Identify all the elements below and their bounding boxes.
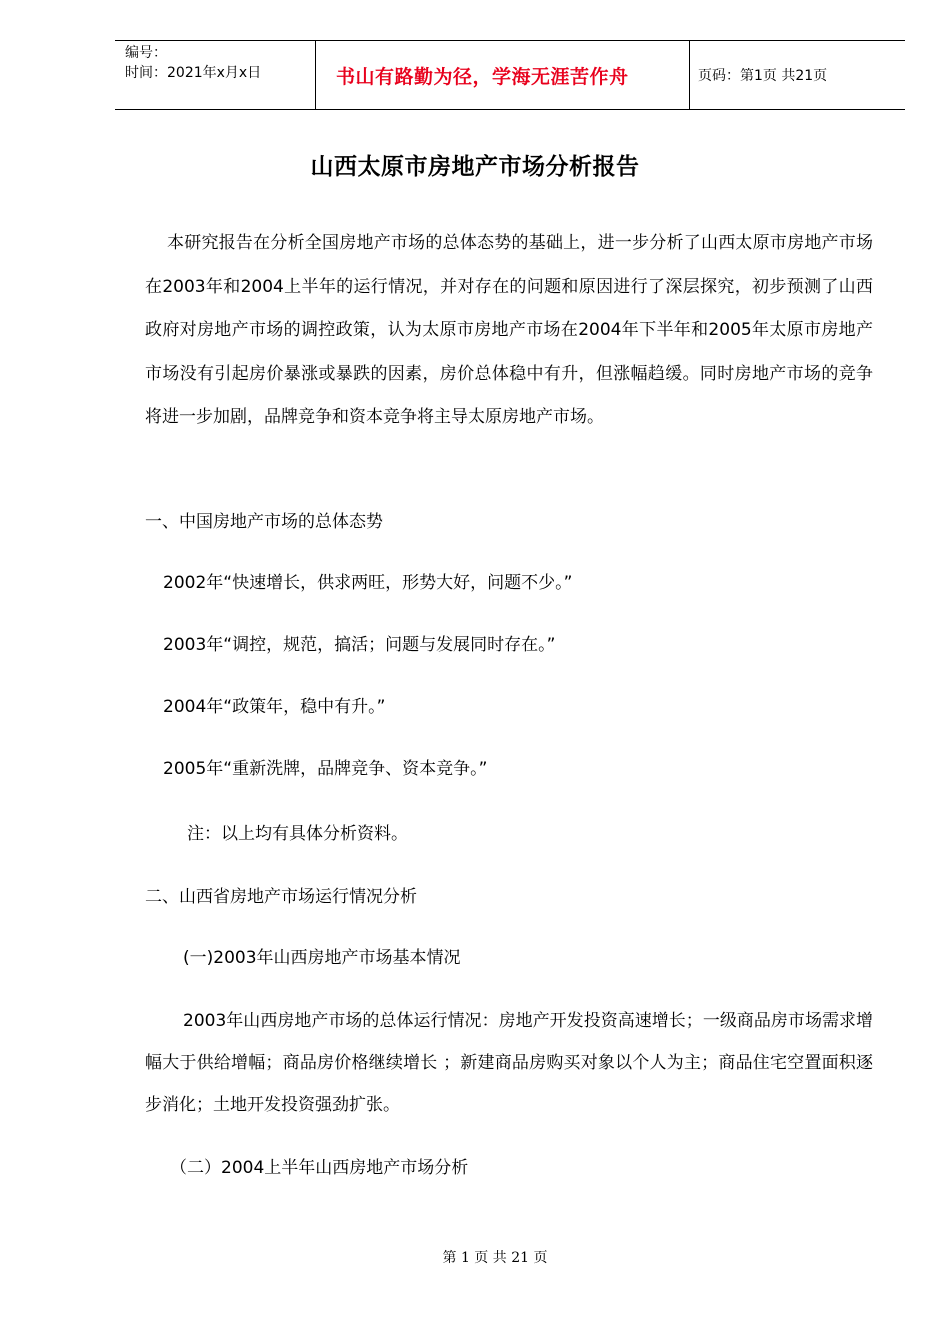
year-2003-summary: 2003年“调控，规范，搞活；问题与发展同时存在。” (163, 635, 556, 655)
header-page-cell (690, 41, 905, 109)
subsection-1-paragraph: 2003年山西房地产市场的总体运行情况：房地产开发投资高速增长；一级商品房市场需求增幅大于供给增幅；商品房价格继续增长 ；新建商品房购买对象以个人为主；商品住宅空置面积逐步消化；土地开发投资强劲扩张。 (145, 1011, 873, 1115)
date-label: 时间：2021年x月x日 (125, 65, 262, 81)
header-meta-cell (115, 41, 316, 109)
section-2-heading: 二、山西省房地产市场运行情况分析 (145, 887, 417, 907)
motto-text: 书山有路勤为径，学海无涯苦作舟 (336, 65, 629, 88)
header-motto-cell (316, 41, 690, 109)
section-1-heading: 一、中国房地产市场的总体态势 (145, 512, 383, 532)
document-body (145, 222, 873, 440)
year-2002-summary: 2002年“快速增长，供求两旺，形势大好，问题不少。” (163, 573, 573, 593)
document-title: 山西太原市房地产市场分析报告 (310, 154, 640, 180)
year-2005-summary: 2005年“重新洗牌，品牌竞争、资本竞争。” (163, 759, 488, 779)
subsection-1-heading: (一)2003年山西房地产市场基本情况 (183, 948, 461, 968)
subsection-2-heading: （二）2004上半年山西房地产市场分析 (170, 1158, 469, 1178)
note-line: 注：以上均有具体分析资料。 (187, 824, 408, 844)
page-header (115, 40, 905, 110)
header-page-number: 页码：第1页 共21页 (698, 68, 828, 84)
subsection-1-body (145, 1000, 873, 1126)
intro-paragraph: 本研究报告在分析全国房地产市场的总体态势的基础上，进一步分析了山西太原市房地产市场在2003年和2004上半年的运行情况，并对存在的问题和原因进行了深层探究，初步预测了山西政府对房地产市场的调控政策，认为太原市房地产市场在2004年下半年和2005年太原市房地产市场没有引起房价暴涨或暴跌的因素，房价总体稳中有升，但涨幅趋缓。同时房地产市场的竞争将进一步加剧，品牌竞争和资本竞争将主导太原房地产市场。 (145, 233, 873, 427)
year-2004-summary: 2004年“政策年，稳中有升。” (163, 697, 386, 717)
page-footer: 第 1 页 共 21 页 (442, 1250, 548, 1266)
serial-number-label: 编号： (125, 45, 167, 61)
